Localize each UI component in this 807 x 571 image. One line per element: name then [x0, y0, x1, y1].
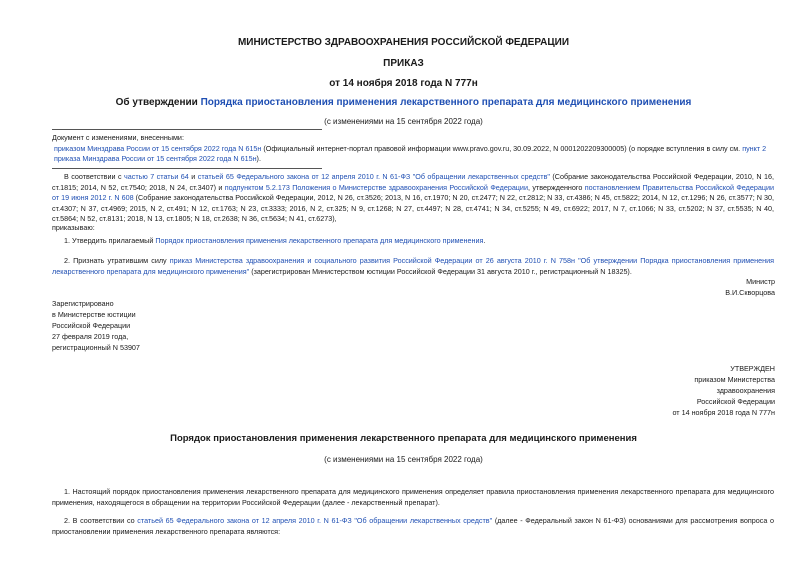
approved-line-1: УТВЕРЖДЕН: [730, 364, 775, 373]
changes-note-end: ).: [256, 154, 261, 164]
minister-signature: [725, 276, 775, 298]
procedure-point-1: 1. Настоящий порядок приостановления применения лекарственного препарата для медицинского применения определяет правила приостановления применения лекарственного препарата для медицинского применения, находящегося в обращении на территории Российской Федерации (далее - лекарственный препарат).: [52, 487, 774, 507]
minister-name: В.И.Скворцова: [725, 288, 775, 297]
approved-line-3: здравоохранения: [716, 386, 775, 395]
link-decree-608[interactable]: постановлением Правительства Российской Федерации от 19 июня 2012 г. N 608: [52, 182, 774, 203]
ministry-heading: МИНИСТЕРСТВО ЗДРАВООХРАНЕНИЯ РОССИЙСКОЙ ФЕДЕРАЦИИ: [237, 37, 570, 48]
registration-line-5: регистрационный N 53907: [52, 343, 140, 352]
item-2-end: (зарегистрирован Министерством юстиции Российской Федерации 31 августа 2010 г., регистрационный N 18325).: [249, 266, 632, 276]
procedure-point-2-end: (далее - Федеральный закон N 61-ФЗ) основаниями для рассмотрения вопроса о приостановлении применения лекарственного препарата являются:: [52, 516, 774, 536]
order-subject: [0, 97, 807, 108]
approved-line-5: от 14 ноября 2018 года N 777н: [672, 408, 775, 417]
item-2-link[interactable]: приказ Министерства здравоохранения и социального развития Российской Федерации от 26 августа 2010 г. N 758н "Об утверждении Порядка приостановления применения лекарственного препарата для медицинского применения": [52, 256, 774, 276]
item-2: [52, 256, 774, 277]
changes-note-text: (Официальный интернет-портал правовой информации www.pravo.gov.ru, 30.09.2022, N 0001202209300005) (о порядке вступления в силу см.: [261, 143, 743, 153]
changes-note: [52, 133, 777, 165]
procedure-point-2-text: 2. В соответствии со: [64, 516, 138, 525]
preamble-text-4: (Собрание законодательства Российской Федерации, 2012, N 26, ст.3526; 2013, N 16, ст.1970; N 20, ст.2477; N 22, ст.2812; N 33, ст.4386; N 45, ст.5822; 2014, N 12, ст.1296; N 26, ст.3577; N 30, ст.4307; N 37, ст.4969; 2015, N 2, ст.491; N 12, ст.1763; N 23, ст.3333; 2016, N 2, ст.325; N 9, ст.1268; N 27, ст.4497; N 28, ст.4741; N 34, ст.5255; N 49, ст.6922; 2017, N 7, ст.1066; N 33, ст.5202; N 37, ст.5535; N 40, ст.5864; N 52, ст.8131; 2018, N 13, ст.1805; N 18, ст.2638; N 36, ст.5634; N 41, ст.6273),: [52, 193, 774, 224]
divider-top: [52, 129, 322, 130]
procedure-title: Порядок приостановления применения лекарственного препарата для медицинского применения: [170, 433, 637, 444]
changes-link-615n[interactable]: приказом Минздрава России от 15 сентября 2022 года N 615н: [54, 143, 262, 153]
registration-line-3: Российской Федерации: [52, 321, 131, 330]
registration-line-1: Зарегистрировано: [52, 299, 114, 308]
changes-note-body: [52, 144, 777, 165]
item-1: [64, 236, 774, 247]
procedure-changes: (с изменениями на 15 сентября 2022 года): [324, 455, 483, 464]
approved-block: [672, 363, 775, 418]
changes-note-intro: Документ с изменениями, внесенными:: [52, 133, 184, 142]
order-subject-link[interactable]: Порядка приостановления применения лекарственного препарата для медицинского применения: [200, 97, 692, 108]
registration-line-2: в Министерстве юстиции: [52, 310, 136, 319]
item-1-end: .: [483, 236, 486, 245]
order-date: от 14 ноября 2018 года N 777н: [329, 78, 478, 89]
item-1-text: 1. Утвердить прилагаемый: [64, 236, 156, 245]
minister-title: Министр: [746, 277, 775, 286]
order-heading: ПРИКАЗ: [383, 58, 424, 69]
preamble-text-3: , утвержденного: [527, 182, 585, 192]
registration-line-4: 27 февраля 2019 года,: [52, 332, 129, 341]
approved-line-2: приказом Министерства: [694, 375, 775, 384]
item-1-link[interactable]: Порядок приостановления применения лекарственного препарата для медицинского применения: [155, 236, 484, 245]
order-subject-prefix: Об утверждении: [115, 97, 201, 108]
changes-link-point2[interactable]: пункт 2 приказа Минздрава России от 15 сентября 2022 года N 615н: [54, 143, 767, 164]
preamble: [52, 172, 774, 225]
changes-date: (с изменениями на 15 сентября 2022 года): [324, 117, 483, 126]
divider-bottom: [52, 168, 322, 169]
approved-line-4: Российской Федерации: [696, 397, 775, 406]
link-art65[interactable]: статьей 65 Федерального закона от 12 апреля 2010 г. N 61-ФЗ "Об обращении лекарственных средств": [197, 172, 550, 181]
link-subpoint-5-2-173[interactable]: подпунктом 5.2.173 Положения о Министерстве здравоохранения Российской Федерации: [224, 182, 528, 192]
orders-word: приказываю:: [52, 223, 95, 232]
registration-block: [52, 298, 140, 353]
preamble-text-1: и: [188, 172, 198, 181]
procedure-point-2-link[interactable]: статьей 65 Федерального закона от 12 апреля 2010 г. N 61-ФЗ "Об обращении лекарственных средств": [137, 516, 493, 525]
preamble-text-2: (Собрание законодательства Российской Федерации, 2010, N 16, ст.1815; 2014, N 52, ст.7540; 2018, N 24, ст.3407) и: [52, 172, 774, 192]
preamble-text-0: В соответствии с: [64, 172, 124, 181]
link-art64[interactable]: частью 7 статьи 64: [124, 172, 189, 181]
procedure-point-2: [52, 516, 774, 537]
item-2-text: 2. Признать утратившим силу: [64, 256, 170, 265]
